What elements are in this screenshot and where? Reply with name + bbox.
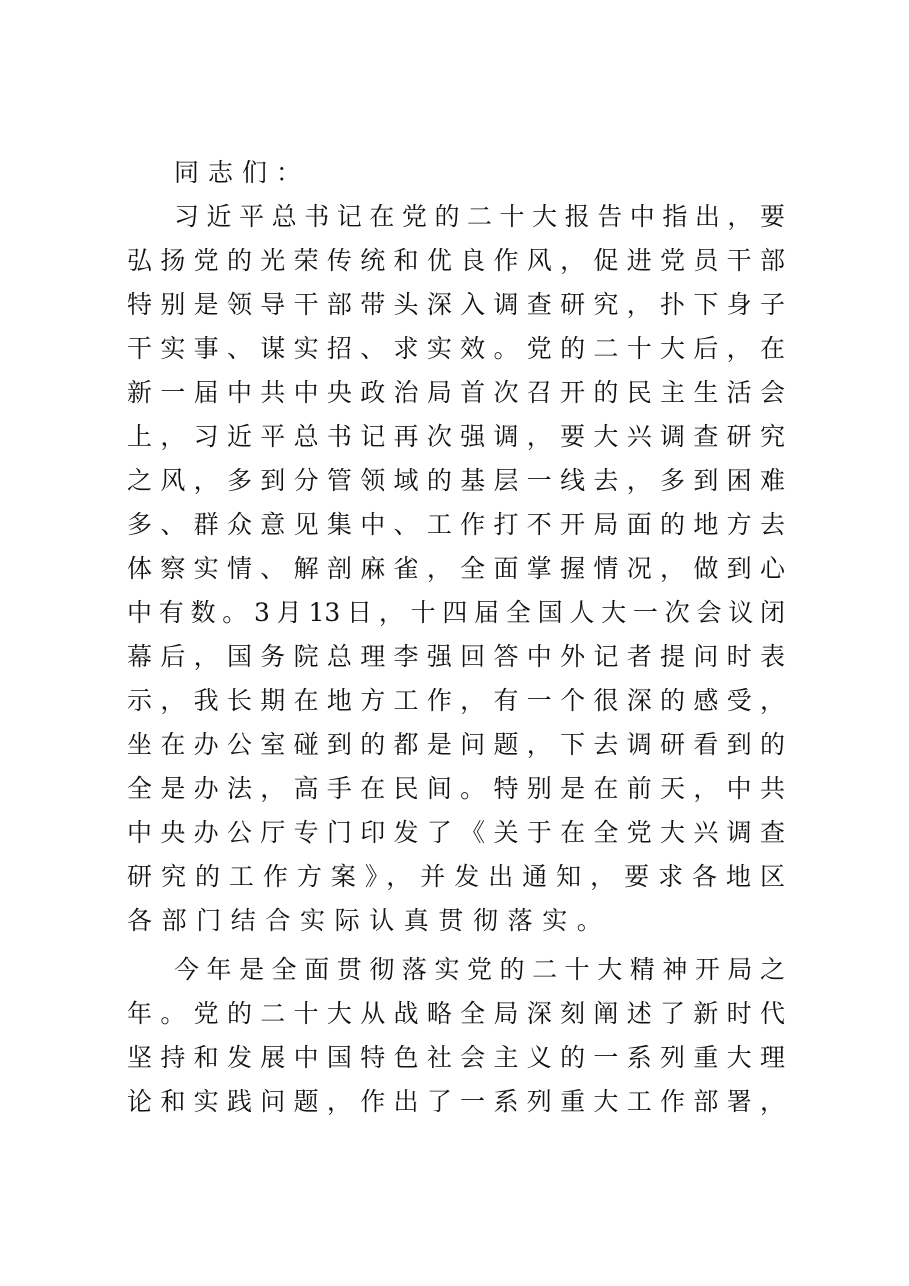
paragraph-line: 论和实践问题，作出了一系列重大工作部署， bbox=[127, 1087, 785, 1116]
paragraph-line: 上，习近平总书记再次强调，要大兴调查研究 bbox=[127, 422, 785, 451]
paragraph-line: 干实事、谋实招、求实效。党的二十大后，在 bbox=[127, 334, 785, 363]
paragraph-line: 习近平总书记在党的二十大报告中指出，要 bbox=[174, 202, 785, 231]
paragraph-line: 各部门结合实际认真贯彻落实。 bbox=[127, 906, 612, 935]
paragraph-line: 弘扬党的光荣传统和优良作风，促进党员干部 bbox=[127, 246, 785, 275]
paragraph-line: 体察实情、解剖麻雀，全面掌握情况，做到心 bbox=[127, 554, 785, 583]
paragraph-line: 坚持和发展中国特色社会主义的一系列重大理 bbox=[127, 1043, 785, 1072]
salutation: 同志们： bbox=[174, 158, 311, 187]
paragraph-line: 之风，多到分管领域的基层一线去，多到困难 bbox=[127, 466, 785, 495]
paragraph-line: 新一届中共中央政治局首次召开的民主生活会 bbox=[127, 378, 785, 407]
paragraph-line: 研究的工作方案》，并发出通知，要求各地区 bbox=[127, 862, 785, 891]
paragraph-line: 中有数。3月13日，十四届全国人大一次会议闭 bbox=[127, 598, 785, 627]
paragraph-line: 多、群众意见集中、工作打不开局面的地方去 bbox=[127, 510, 785, 539]
paragraph-line: 示，我长期在地方工作，有一个很深的感受， bbox=[127, 686, 785, 715]
paragraph-line: 全是办法，高手在民间。特别是在前天，中共 bbox=[127, 774, 785, 803]
paragraph-line: 幕后，国务院总理李强回答中外记者提问时表 bbox=[127, 642, 785, 671]
paragraph-line: 中央办公厅专门印发了《关于在全党大兴调查 bbox=[127, 818, 785, 847]
paragraph-line: 坐在办公室碰到的都是问题，下去调研看到的 bbox=[127, 730, 785, 759]
paragraph-line: 年。党的二十大从战略全局深刻阐述了新时代 bbox=[127, 999, 785, 1028]
paragraph-line: 特别是领导干部带头深入调查研究，扑下身子 bbox=[127, 290, 785, 319]
paragraph-line: 今年是全面贯彻落实党的二十大精神开局之 bbox=[174, 955, 785, 984]
